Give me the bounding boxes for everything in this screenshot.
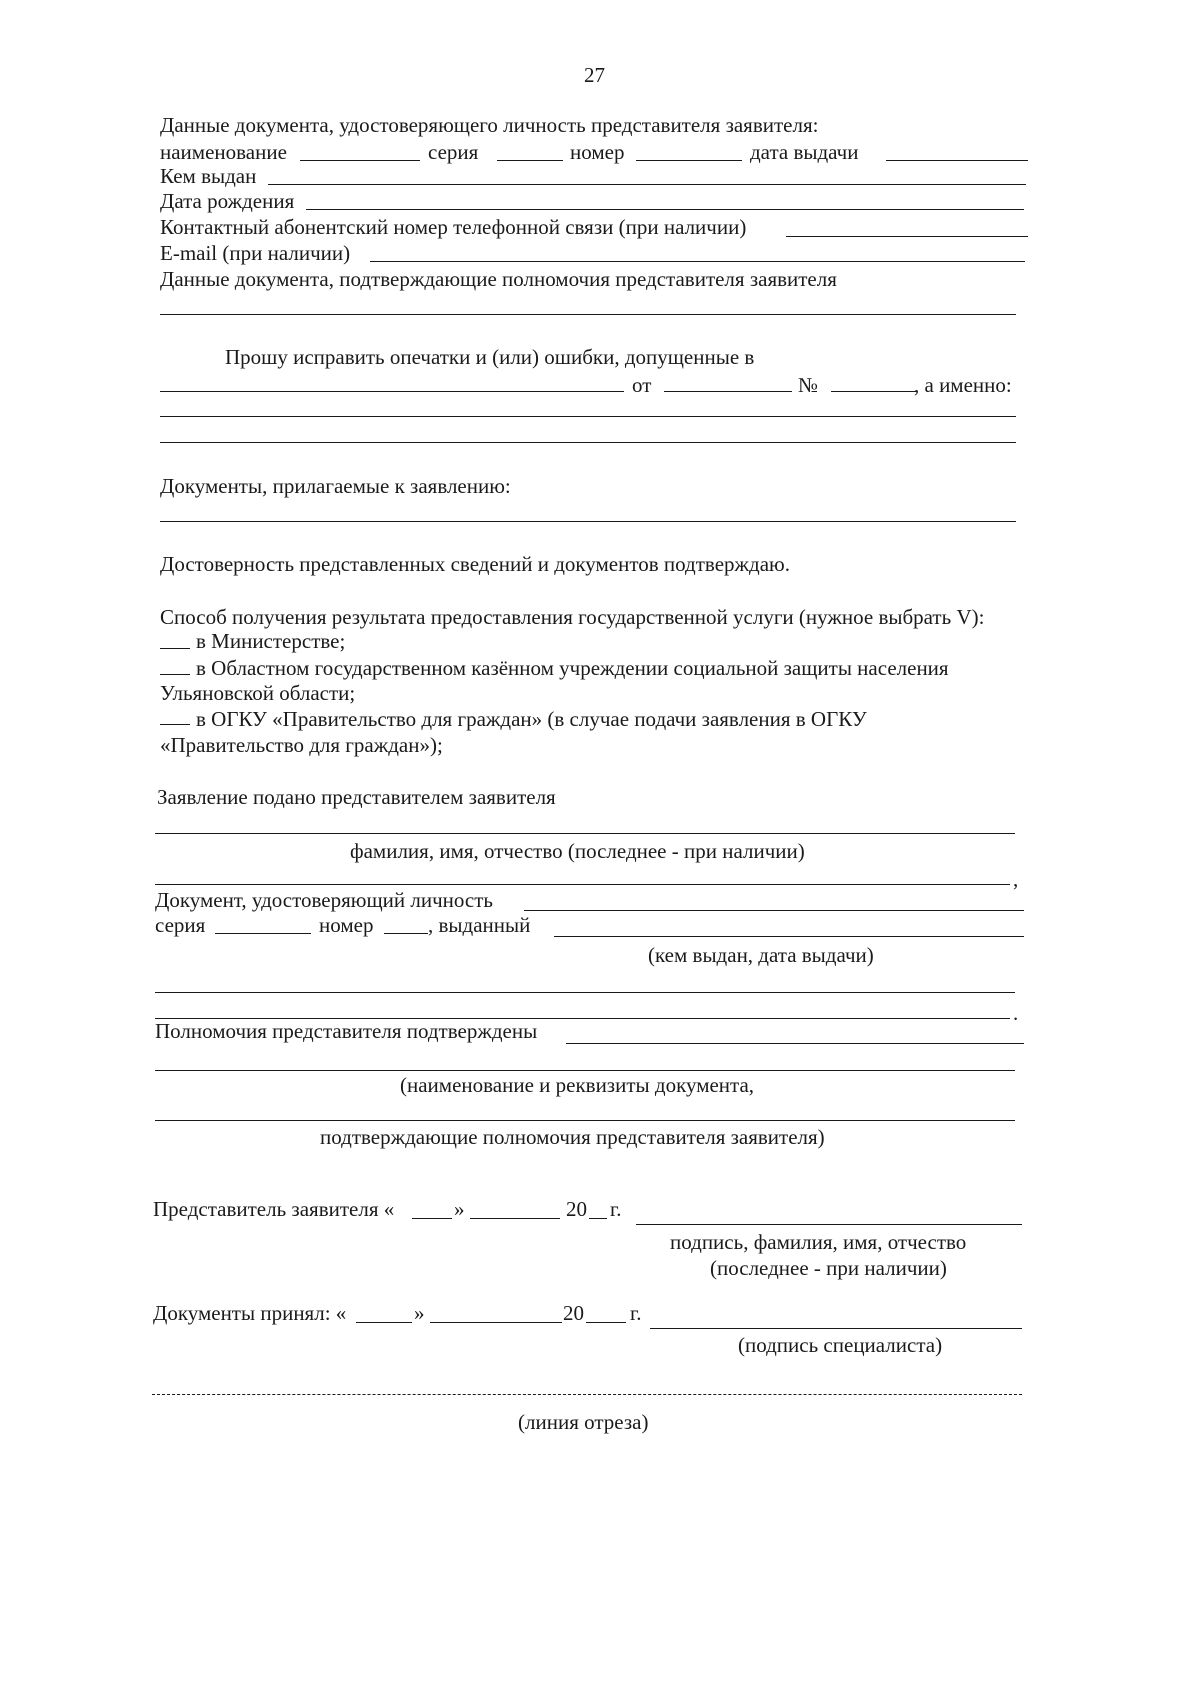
authority-document-caption-2: подтверждающие полномочия представителя заявителя) <box>320 1125 825 1149</box>
accepted-day-field[interactable] <box>356 1322 412 1323</box>
rep-signature-caption-1: подпись, фамилия, имя, отчество <box>670 1230 967 1254</box>
delivery-option-1-label: в Министерстве; <box>196 629 346 653</box>
cut-line <box>152 1394 1022 1395</box>
accepted-year-field[interactable] <box>586 1322 626 1323</box>
page-number: 27 <box>584 63 605 87</box>
rep-authority-field[interactable] <box>160 314 1016 315</box>
id-number-field[interactable] <box>384 933 428 934</box>
submitted-by-label: Заявление подано представителем заявителя <box>157 785 556 809</box>
accepted-quote-close: » <box>414 1301 425 1325</box>
rep-phone-field[interactable] <box>786 236 1028 237</box>
id-issued-period: . <box>1013 1001 1019 1025</box>
authority-document-line-1[interactable] <box>155 1070 1015 1071</box>
delivery-option-3-label: в ОГКУ «Правительство для граждан» (в случае подачи заявления в ОГКУ <box>196 707 867 731</box>
id-issued-extra-line-1[interactable] <box>155 992 1015 993</box>
rep-series-field[interactable] <box>497 160 563 161</box>
rep-series-label: серия <box>428 140 479 164</box>
accepted-year-suffix: г. <box>630 1301 642 1325</box>
delivery-option-2-label-cont: Ульяновской области; <box>160 681 356 705</box>
accepted-year-prefix: 20 <box>563 1301 584 1325</box>
rep-number-field[interactable] <box>636 160 742 161</box>
accepted-signature-caption: (подпись специалиста) <box>738 1333 943 1357</box>
submitted-comma: , <box>1013 867 1019 891</box>
delivery-option-3-checkbox[interactable] <box>160 724 190 725</box>
correction-details-line-1[interactable] <box>160 416 1016 417</box>
correction-from-label: от <box>632 373 652 397</box>
rep-issue-date-label: дата выдачи <box>750 140 859 164</box>
rep-phone-label: Контактный абонентский номер телефонной связи (при наличии) <box>160 215 747 239</box>
correction-request-text: Прошу исправить опечатки и (или) ошибки, допущенные в <box>225 345 755 369</box>
delivery-option-3-label-cont: «Правительство для граждан»); <box>160 733 443 757</box>
id-issued-field[interactable] <box>554 936 1024 937</box>
id-number-label: номер <box>319 913 374 937</box>
delivery-option-1-checkbox[interactable] <box>160 648 190 649</box>
rep-birth-date-field[interactable] <box>306 209 1024 210</box>
rep-email-label: E-mail (при наличии) <box>160 241 351 265</box>
rep-email-field[interactable] <box>370 261 1025 262</box>
rep-signature-year-prefix: 20 <box>566 1197 587 1221</box>
rep-signature-field[interactable] <box>636 1224 1022 1225</box>
submitted-fio-caption: фамилия, имя, отчество (последнее - при наличии) <box>350 839 805 863</box>
correction-number-sign: № <box>798 373 819 397</box>
correction-details-line-2[interactable] <box>160 442 1016 443</box>
id-issued-label: , выданный <box>428 913 531 937</box>
rep-identity-heading: Данные документа, удостоверяющего личность представителя заявителя: <box>160 113 819 137</box>
id-document-label: Документ, удостоверяющий личность <box>155 888 493 912</box>
accepted-signature-field[interactable] <box>650 1328 1022 1329</box>
correction-document-field[interactable] <box>160 391 624 392</box>
id-series-label: серия <box>155 913 206 937</box>
rep-signature-month-field[interactable] <box>470 1218 560 1219</box>
id-document-field[interactable] <box>524 910 1024 911</box>
rep-birth-date-label: Дата рождения <box>160 189 295 213</box>
authority-confirmed-field[interactable] <box>566 1043 1024 1044</box>
rep-authority-label: Данные документа, подтверждающие полномочия представителя заявителя <box>160 267 837 291</box>
correction-namely-label: , а именно: <box>914 373 1012 397</box>
rep-signature-quote-close: » <box>454 1197 465 1221</box>
accepted-month-field[interactable] <box>430 1322 562 1323</box>
correction-date-field[interactable] <box>664 391 792 392</box>
delivery-option-2-checkbox[interactable] <box>160 674 190 675</box>
rep-number-label: номер <box>570 140 625 164</box>
submitted-fio-field[interactable] <box>155 833 1015 834</box>
rep-signature-caption-2: (последнее - при наличии) <box>710 1256 947 1280</box>
correction-number-field[interactable] <box>831 391 917 392</box>
id-issued-caption: (кем выдан, дата выдачи) <box>648 943 874 967</box>
rep-issued-by-label: Кем выдан <box>160 164 257 188</box>
cut-line-caption: (линия отреза) <box>518 1410 649 1434</box>
rep-issue-date-field[interactable] <box>886 160 1028 161</box>
delivery-heading: Способ получения результата предоставления государственной услуги (нужное выбрать V): <box>160 605 985 629</box>
authority-confirmed-label: Полномочия представителя подтверждены <box>155 1019 538 1043</box>
rep-signature-day-field[interactable] <box>412 1218 452 1219</box>
rep-signature-year-suffix: г. <box>610 1197 622 1221</box>
rep-signature-year-field[interactable] <box>589 1218 607 1219</box>
rep-signature-label: Представитель заявителя « <box>153 1197 395 1221</box>
rep-issued-by-field[interactable] <box>268 184 1026 185</box>
submitted-fio-extra-field[interactable] <box>155 884 1010 885</box>
delivery-option-2-label: в Областном государственном казённом учреждении социальной защиты населения <box>196 656 949 680</box>
id-series-field[interactable] <box>215 933 311 934</box>
rep-name-label: наименование <box>160 140 287 164</box>
authority-document-line-2[interactable] <box>155 1120 1015 1121</box>
authority-document-caption-1: (наименование и реквизиты документа, <box>400 1073 755 1097</box>
rep-name-field[interactable] <box>300 160 420 161</box>
accepted-label: Документы принял: « <box>153 1301 347 1325</box>
attached-documents-label: Документы, прилагаемые к заявлению: <box>160 474 511 498</box>
attached-documents-field[interactable] <box>160 521 1016 522</box>
confirmation-text: Достоверность представленных сведений и документов подтверждаю. <box>160 552 790 576</box>
